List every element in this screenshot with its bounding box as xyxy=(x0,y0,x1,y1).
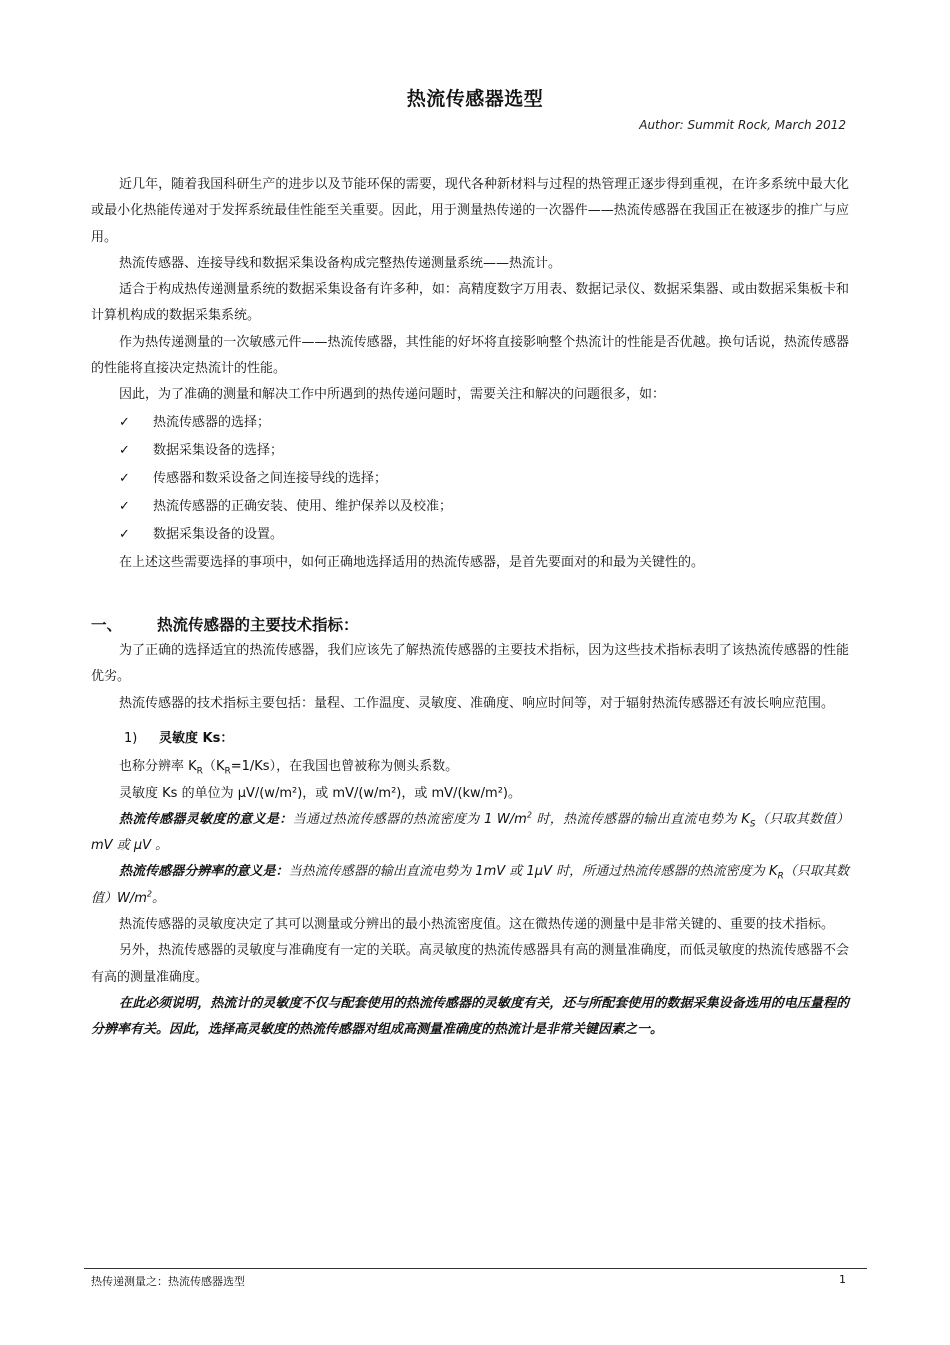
section-paragraph-2: 热流传感器的技术指标主要包括：量程、工作温度、灵敏度、准确度、响应时间等，对于辐射热流传感器还有波长响应范围。 xyxy=(119,695,835,711)
subsection-heading xyxy=(91,725,849,753)
footer-divider xyxy=(84,1268,867,1269)
sensitivity-meaning: 热流传感器灵敏度的意义是：当通过热流传感器的热流密度为 1 $W/m^2$ 时，热流传感器的输出直流电势为 $K_S$（只取其数值）mV 或 μV 。 xyxy=(91,810,849,854)
resolution-definition: 也称分辨率 $K_R(K_R=1/Ks)$，在我国也曾被称为侧头系数。 xyxy=(119,758,459,777)
document-title: 热流传感器选型 xyxy=(406,88,544,110)
checklist-item xyxy=(119,409,849,437)
document-body xyxy=(91,172,849,1043)
intro-paragraph-2: 热流传感器、连接导线和数据采集设备构成完整热传递测量系统——热流计。 xyxy=(119,255,562,271)
author-line: Author: Summit Rock, March 2012 xyxy=(639,118,846,132)
checklist-item-text: 数据采集设备的设置。 xyxy=(153,527,284,543)
checklist-item xyxy=(119,521,849,549)
checkmark-icon: ✓ xyxy=(119,414,130,430)
intro-paragraph-1: 近几年，随着我国科研生产的进步以及节能环保的需要，现代各种新材料与过程的热管理正逐步得到重视，在许多系统中最大化或最小化热能传递对于发挥系统最佳性能至关重要。因此，用于测量热传递的一次器件——热流传感器在我国正在被逐步的推广与应用。 xyxy=(91,177,849,245)
checklist-item xyxy=(119,465,849,493)
page-number: 1 xyxy=(839,1273,846,1286)
checkmark-icon: ✓ xyxy=(119,471,130,487)
section-heading xyxy=(91,612,849,638)
intro-paragraph-4: 作为热传递测量的一次敏感元件——热流传感器，其性能的好坏将直接影响整个热流计的性能是否优越。换句话说，热流传感器的性能将直接决定热流计的性能。 xyxy=(91,334,849,377)
sensitivity-units: 灵敏度 Ks 的单位为 μV/(w/m²)，或 mV/(w/m²)，或 mV/(kw/m²)。 xyxy=(119,785,521,801)
section-paragraph-3: 热流传感器的灵敏度决定了其可以测量或分辨出的最小热流密度值。这在微热传递的测量中是非常关键的、重要的技术指标。 xyxy=(119,916,835,932)
subsection-title: 灵敏度 Ks： xyxy=(159,730,234,746)
section-paragraph-5-emphasis: 在此必须说明，热流计的灵敏度不仅与配套使用的热流传感器的灵敏度有关，还与所配套使用的数据采集设备选用的电压量程的分辨率有关。因此，选择高灵敏度的热流传感器对组成高测量准确度的热流计是非常关键因素之一。 xyxy=(91,995,849,1038)
checklist-item xyxy=(119,437,849,465)
checklist xyxy=(91,409,849,550)
checklist-item-text: 数据采集设备的选择； xyxy=(153,442,284,458)
subsection-number: 1) xyxy=(124,730,138,746)
checklist-item-text: 热流传感器的正确安装、使用、维护保养以及校准； xyxy=(153,499,453,515)
intro-paragraph-6: 在上述这些需要选择的事项中，如何正确地选择适用的热流传感器，是首先要面对的和最为关键性的。 xyxy=(119,554,705,570)
section-number: 一、 xyxy=(91,615,123,634)
checklist-item xyxy=(119,493,849,521)
resolution-meaning: 热流传感器分辨率的意义是：当热流传感器的输出直流电势为 1mV 或 1μV 时，所通过热流传感器的热流密度为 $K_R$（只取其数值）$W/m^2$。 xyxy=(91,864,849,906)
section-paragraph-4: 另外，热流传感器的灵敏度与准确度有一定的关联。高灵敏度的热流传感器具有高的测量准确度，而低灵敏度的热流传感器不会有高的测量准确度。 xyxy=(91,943,849,985)
intro-paragraph-3: 适合于构成热传递测量系统的数据采集设备有许多种，如：高精度数字万用表、数据记录仪、数据采集器、或由数据采集板卡和计算机构成的数据采集系统。 xyxy=(91,282,849,324)
checkmark-icon: ✓ xyxy=(119,499,130,515)
checkmark-icon: ✓ xyxy=(119,527,130,543)
footer-title: 热传递测量之：热流传感器选型 xyxy=(91,1275,245,1288)
checkmark-icon: ✓ xyxy=(119,442,130,458)
checklist-item-text: 热流传感器的选择； xyxy=(153,414,271,430)
intro-paragraph-5: 因此，为了准确的测量和解决工作中所遇到的热传递问题时，需要关注和解决的问题很多，如： xyxy=(119,387,666,403)
checklist-item-text: 传感器和数采设备之间连接导线的选择； xyxy=(153,471,388,487)
section-paragraph-1: 为了正确的选择适宜的热流传感器，我们应该先了解热流传感器的主要技术指标，因为这些技术指标表明了该热流传感器的性能优劣。 xyxy=(91,642,849,685)
section-heading-text: 热流传感器的主要技术指标： xyxy=(157,615,359,634)
